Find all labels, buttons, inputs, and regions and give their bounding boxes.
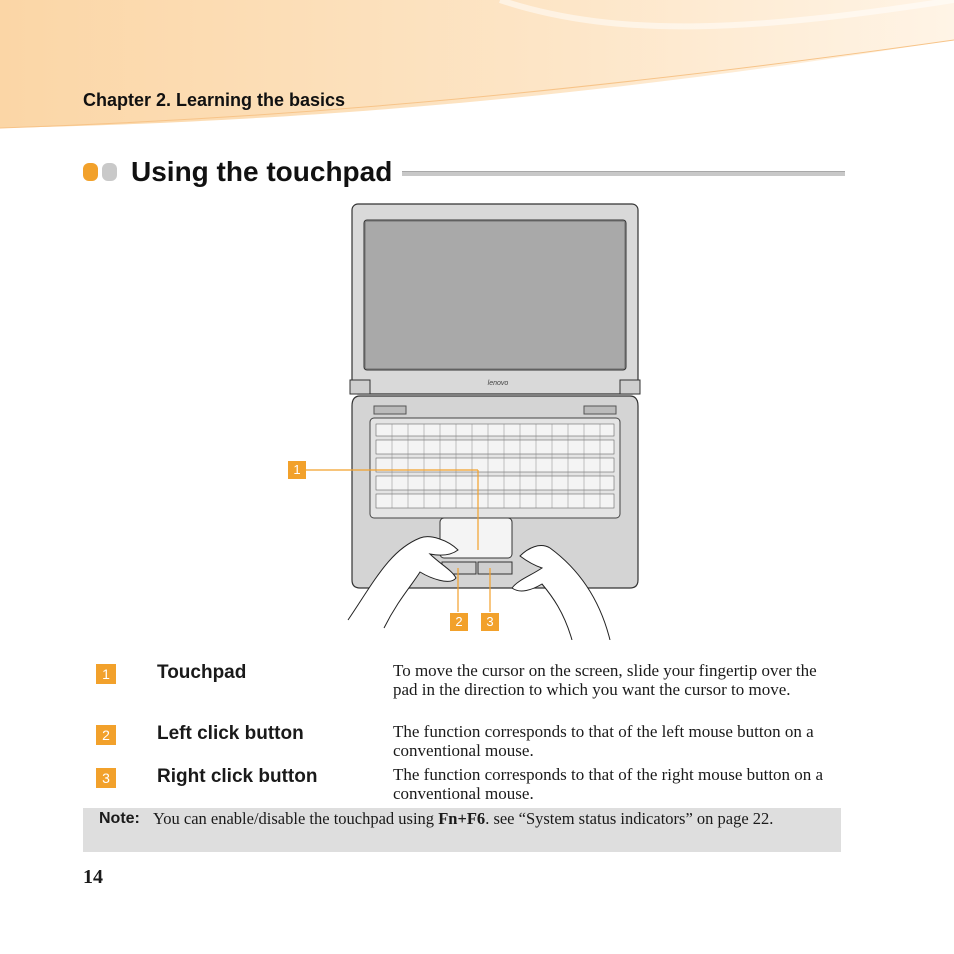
item-marker: 2: [96, 725, 116, 745]
note-text: [153, 809, 833, 828]
section-title: [83, 152, 845, 192]
item-description: The function corresponds to that of the right mouse button on a conventional mouse.: [393, 765, 824, 803]
note-key-combo: Fn+F6: [438, 809, 486, 828]
laptop-brand-logo: lenovo: [487, 380, 509, 387]
item-marker: 1: [96, 664, 116, 684]
gray-dot-icon: [102, 163, 117, 181]
item-label: Left click button: [157, 723, 304, 744]
note-text-before: You can enable/disable the touchpad using: [153, 809, 439, 828]
item-label: Right click button: [157, 766, 318, 787]
orange-dot-icon: [83, 163, 98, 181]
item-description: The function corresponds to that of the left mouse button on a conventional mouse.: [393, 722, 814, 760]
figure-marker-right-click: 3: [481, 613, 499, 631]
note-box: [83, 808, 841, 852]
chapter-heading: Chapter 2. Learning the basics: [83, 90, 346, 110]
item-description: To move the cursor on the screen, slide your fingertip over the pad in the direction to which you want the cursor to move.: [393, 661, 817, 699]
page-number: 14: [83, 866, 103, 888]
section-title-text: Using the touchpad: [131, 156, 393, 187]
figure-marker-left-click: 2: [450, 613, 468, 631]
right-click-button-graphic: [478, 562, 512, 574]
title-rule: [402, 171, 845, 176]
figure-marker-touchpad: 1: [288, 461, 306, 479]
item-label: Touchpad: [157, 662, 247, 683]
item-marker: 3: [96, 768, 116, 788]
note-label: Note:: [99, 810, 140, 827]
laptop-illustration: [280, 200, 660, 640]
note-text-after: . see “System status indicators” on page 22.: [485, 809, 774, 828]
